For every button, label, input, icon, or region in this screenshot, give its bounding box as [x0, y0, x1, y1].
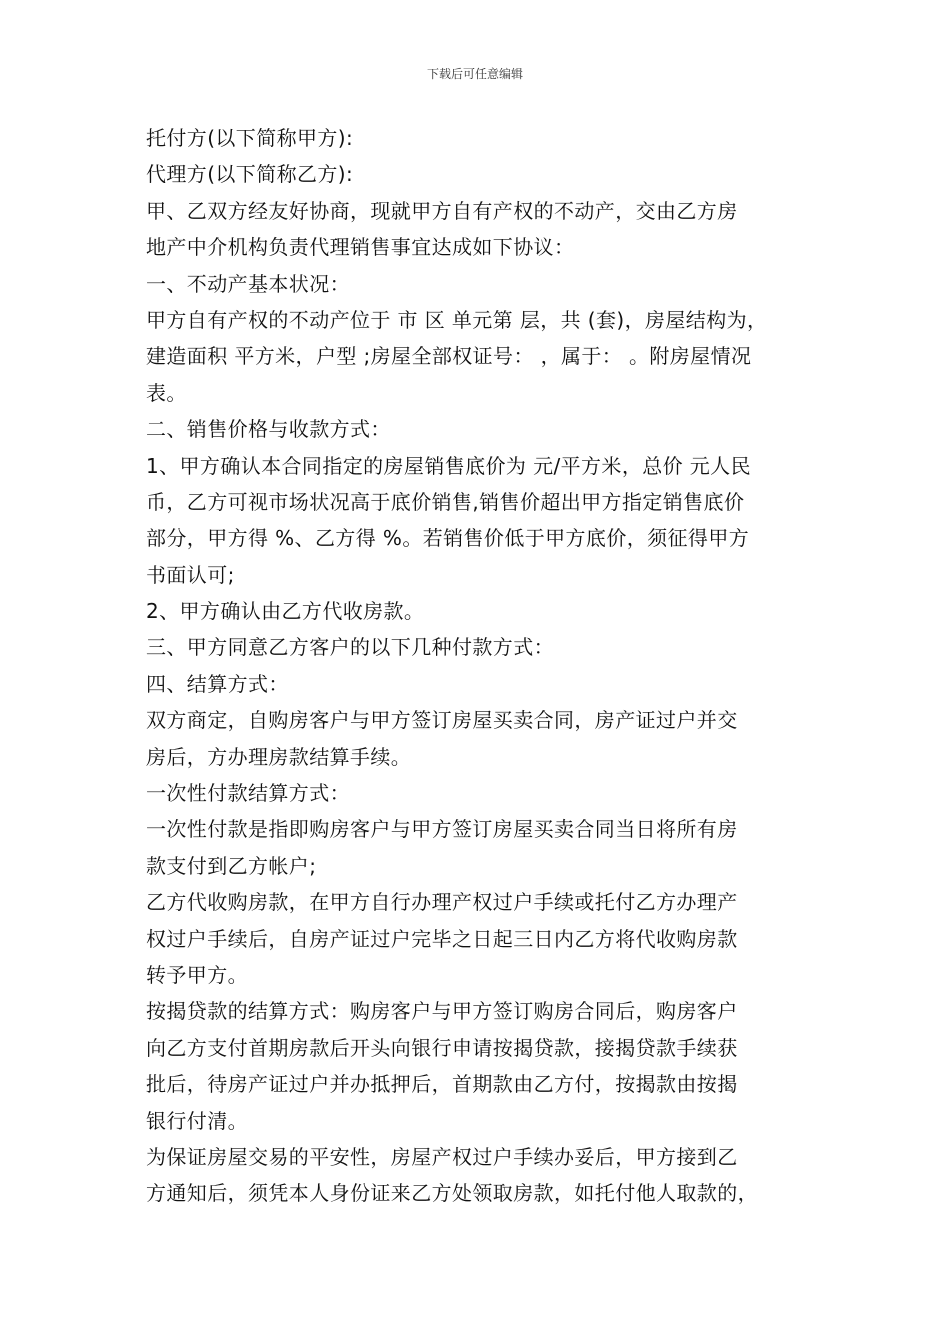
text-line: 部分，甲方得 %、乙方得 %。若销售价低于甲方底价，须征得甲方 — [146, 526, 750, 551]
text-line: 银行付清。 — [146, 1108, 248, 1133]
contract-body — [146, 120, 816, 1212]
section-heading: 三、甲方同意乙方客户的以下几种付款方式： — [146, 635, 554, 660]
text-line: 转予甲方。 — [146, 962, 248, 987]
text-line: 甲方自有产权的不动产位于 市 区 单元第 层，共 (套)，房屋结构为， — [146, 307, 768, 332]
text-line: 地产中介机构负责代理销售事宜达成如下协议： — [146, 235, 575, 260]
subsection-heading: 一次性付款结算方式： — [146, 781, 350, 806]
text-line: 房后，方办理房款结算手续。 — [146, 744, 412, 769]
text-line: 按揭贷款的结算方式：购房客户与甲方签订购房合同后，购房客户 — [146, 999, 738, 1024]
text-line: 双方商定，自购房客户与甲方签订房屋买卖合同，房产证过户并交 — [146, 708, 738, 733]
text-line: 方通知后，须凭本人身份证来乙方处领取房款，如托付他人取款的， — [146, 1181, 758, 1206]
text-line: 乙方代收购房款，在甲方自行办理产权过户手续或托付乙方办理产 — [146, 890, 738, 915]
section-heading: 一、不动产基本状况： — [146, 271, 350, 296]
text-line: 代理方(以下简称乙方): — [146, 162, 354, 187]
text-line: 1、甲方确认本合同指定的房屋销售底价为 元/平方米，总价 元人民 — [146, 453, 751, 478]
text-line: 表。 — [146, 380, 187, 405]
page-header: 下载后可任意编辑 — [426, 67, 523, 81]
text-line: 托付方(以下简称甲方): — [146, 126, 354, 150]
text-line: 一次性付款是指即购房客户与甲方签订房屋买卖合同当日将所有房 — [146, 817, 738, 842]
text-line: 向乙方支付首期房款后开头向银行申请按揭贷款，接揭贷款手续获 — [146, 1035, 738, 1060]
text-line: 建造面积 平方米，户型 ;房屋全部权证号： ，属于： 。附房屋情况 — [146, 344, 752, 369]
text-line: 权过户手续后，自房产证过户完毕之日起三日内乙方将代收购房款 — [146, 926, 738, 951]
text-line: 款支付到乙方帐户; — [146, 853, 317, 878]
section-heading: 四、结算方式： — [146, 671, 289, 696]
section-heading: 二、销售价格与收款方式： — [146, 417, 391, 442]
text-line: 为保证房屋交易的平安性，房屋产权过户手续办妥后，甲方接到乙 — [146, 1144, 738, 1169]
text-line: 甲、乙双方经友好协商，现就甲方自有产权的不动产，交由乙方房 — [146, 198, 738, 223]
text-line: 2、甲方确认由乙方代收房款。 — [146, 599, 425, 624]
text-line: 书面认可; — [146, 562, 235, 587]
text-line: 币，乙方可视市场状况高于底价销售,销售价超出甲方指定销售底价 — [146, 489, 745, 514]
text-line: 批后，待房产证过户并办抵押后，首期款由乙方付，按揭款由按揭 — [146, 1072, 738, 1097]
